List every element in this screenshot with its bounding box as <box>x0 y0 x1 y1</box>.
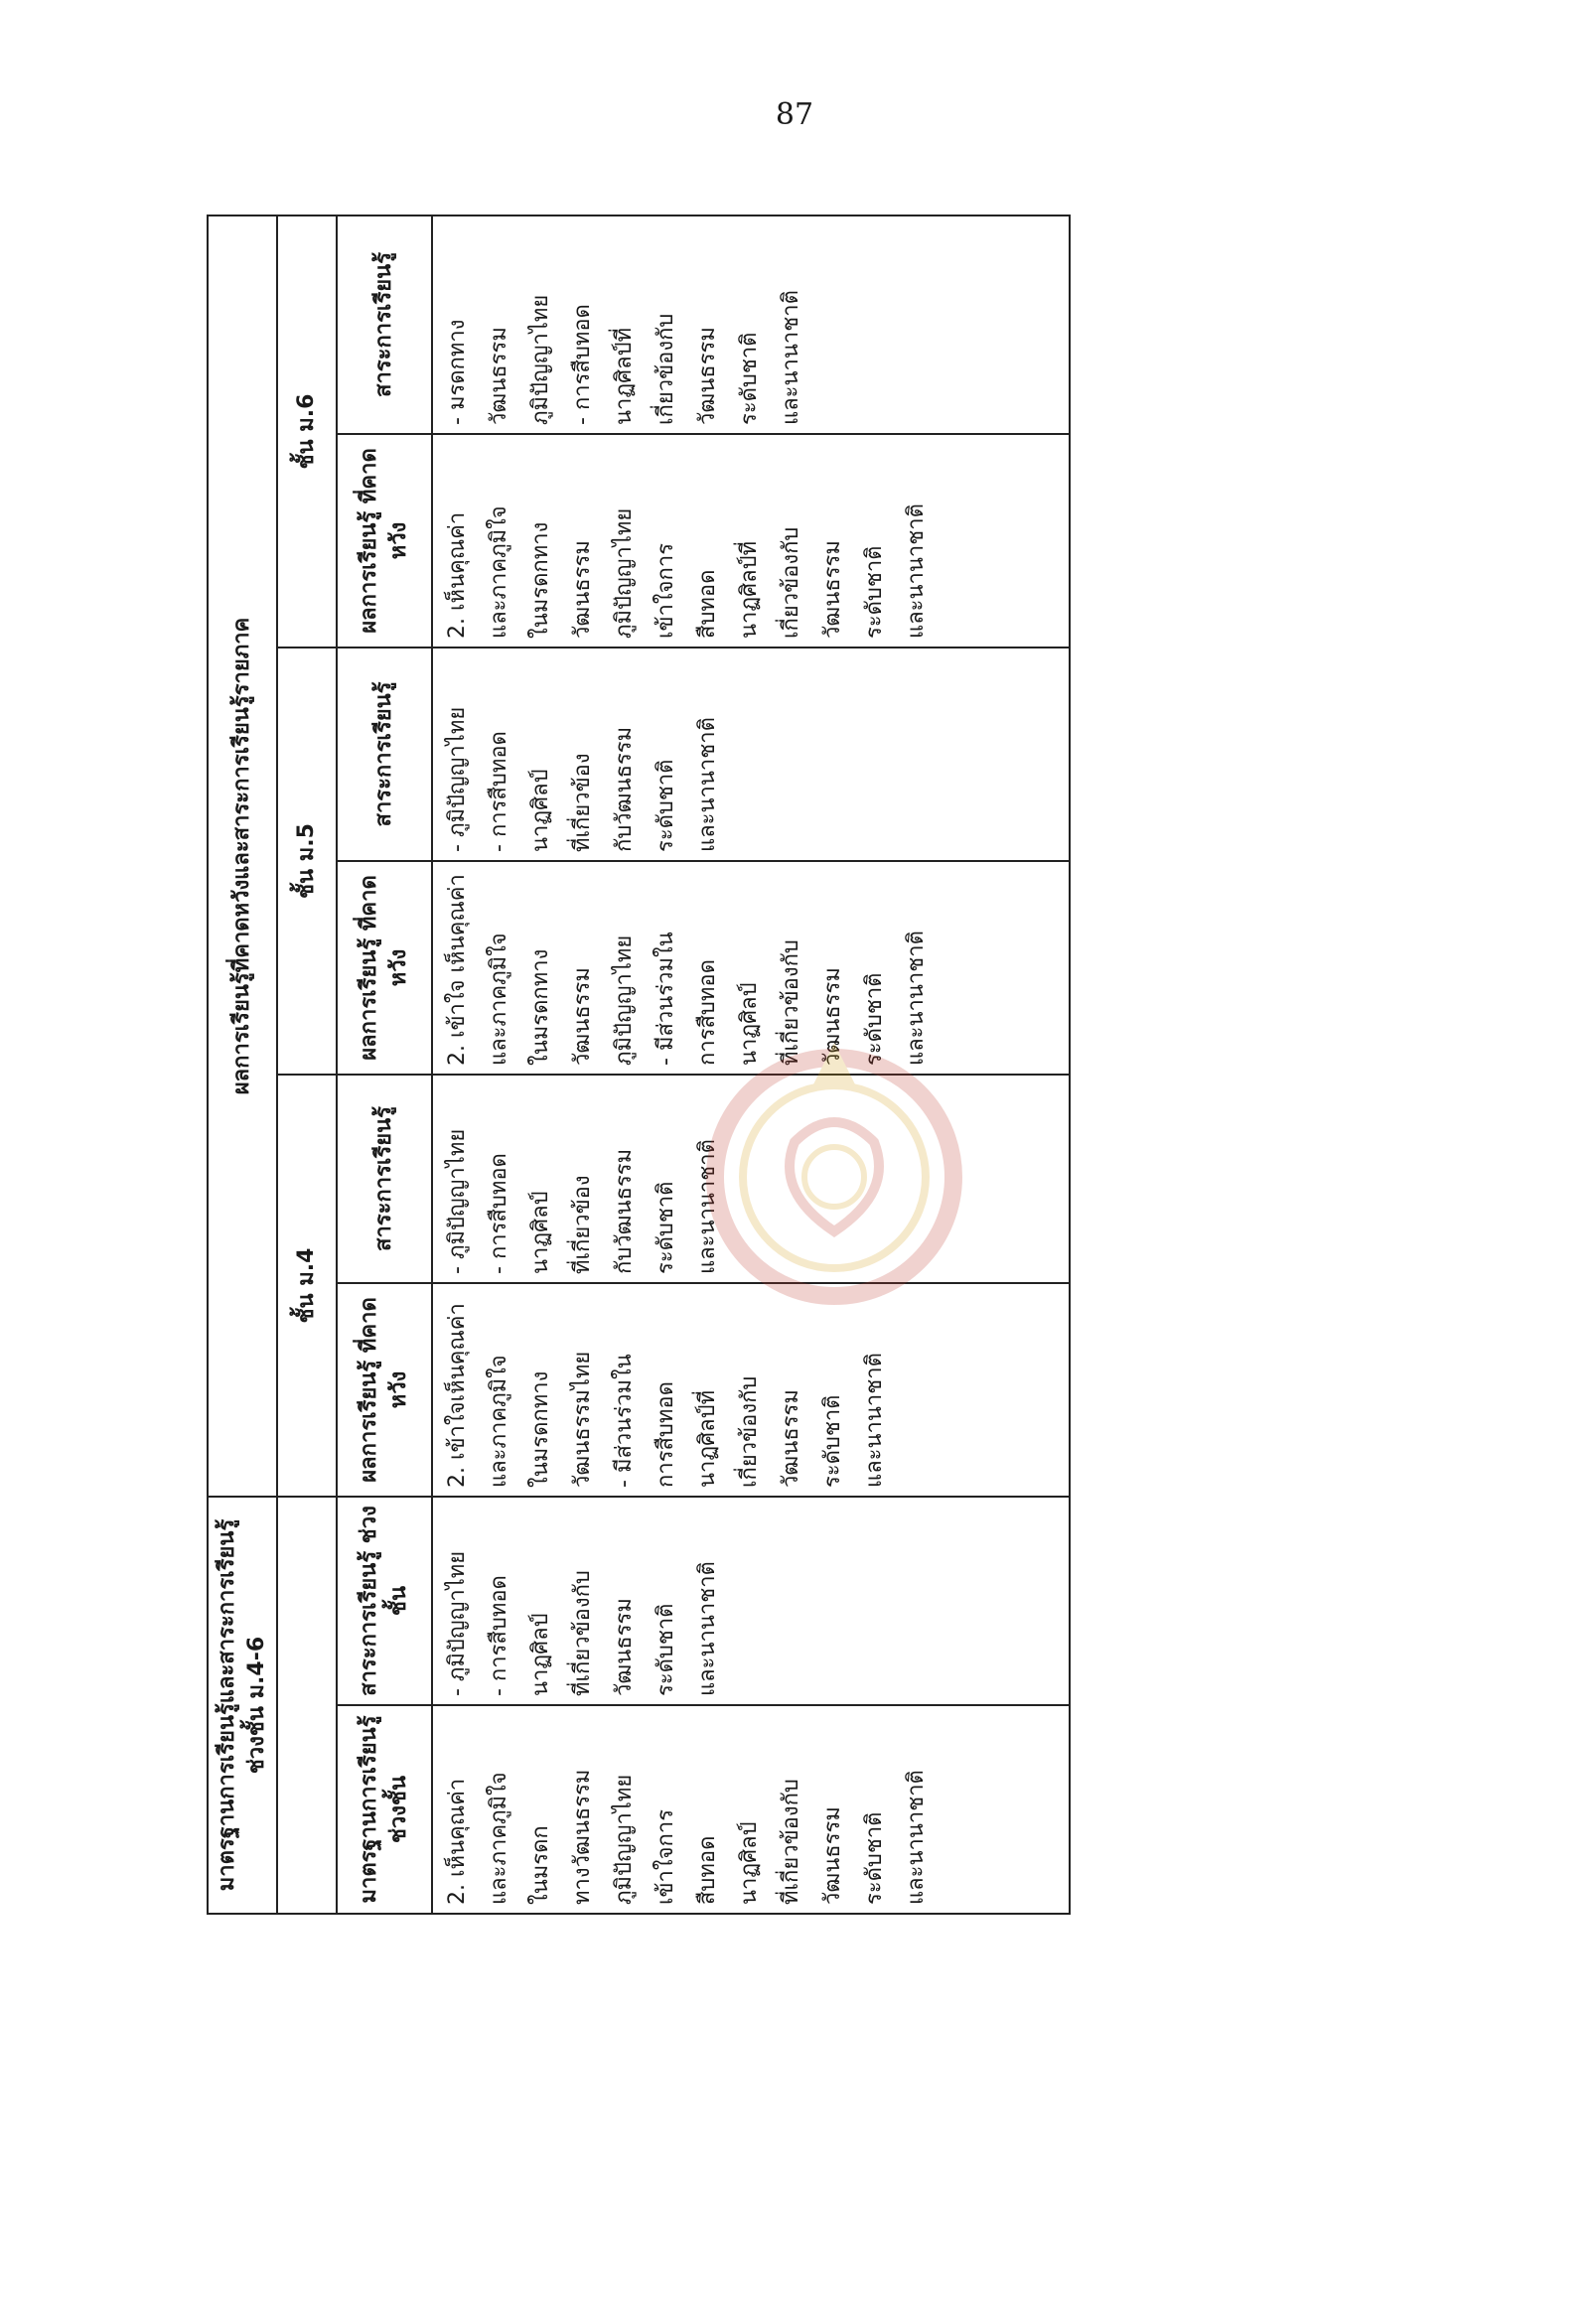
cell-line: - มีส่วนร่วมใน <box>612 1354 637 1488</box>
cell-line: และนานาชาติ <box>904 504 929 639</box>
cell-line: การสืบทอด <box>653 1381 678 1488</box>
grade-header-blank <box>277 1497 337 1914</box>
cell-line: ที่เกี่ยวข้องกับ <box>570 1570 595 1696</box>
cell-line: ในมรดกทาง <box>528 521 553 639</box>
content-cell-3 <box>432 1283 1070 1497</box>
cell-line: 2. เห็นคุณค่า <box>445 511 470 639</box>
cell-line: - การสืบทอด <box>487 1153 511 1274</box>
content-cell-2 <box>432 1497 1070 1705</box>
content-cell-7 <box>432 434 1070 648</box>
grade-header-m5: ชั้น ม.5 <box>277 648 337 1075</box>
cell-line: และนานาชาติ <box>695 1561 720 1696</box>
cell-line: ที่เกี่ยวข้องกับ <box>779 939 803 1066</box>
rotated-table-container <box>207 216 1071 1915</box>
cell-line: และภาคภูมิใจ <box>487 505 511 639</box>
cell-line: และนานาชาติ <box>862 1353 887 1488</box>
cell-line: ภูมิปัญญาไทย <box>528 294 553 425</box>
cell-line: และนานาชาติ <box>695 1139 720 1274</box>
group-header-right: ผลการเรียนรู้ที่คาดหวังและสาระการเรียนรู้รายภาค <box>208 216 277 1497</box>
cell-line: วัฒนธรรม <box>779 1389 803 1488</box>
cell-line: วัฒนธรรมไทย <box>570 1351 595 1488</box>
cell-line: - การสืบทอด <box>570 304 595 425</box>
cell-line: ระดับชาติ <box>737 332 762 425</box>
cell-line: นาฏศิลป์ <box>528 1613 553 1696</box>
cell-line: ที่เกี่ยวข้อง <box>570 1175 595 1274</box>
header-row-2 <box>277 216 337 1914</box>
cell-line: 2. เข้าใจ เห็นคุณค่า <box>445 874 470 1066</box>
page-number: 87 <box>775 97 814 132</box>
cell-line: วัฒนธรรม <box>570 540 595 639</box>
column-header-4: สาระการเรียนรู้ <box>337 1075 432 1283</box>
cell-line: - ภูมิปัญญาไทย <box>445 1128 470 1274</box>
cell-line: - ภูมิปัญญาไทย <box>445 706 470 852</box>
cell-line: เกี่ยวข้องกับ <box>653 313 678 425</box>
cell-line: และภาคภูมิใจ <box>487 1772 511 1905</box>
cell-line: ในมรดกทาง <box>528 1370 553 1488</box>
content-cell-6 <box>432 648 1070 861</box>
cell-line: นาฏศิลป์ <box>528 769 553 852</box>
cell-line: และนานาชาติ <box>779 290 803 425</box>
header-row-1 <box>208 216 277 1914</box>
cell-line: ภูมิปัญญาไทย <box>612 935 637 1066</box>
cell-line: และนานาชาติ <box>695 717 720 852</box>
cell-line: ในมรดก <box>528 1825 553 1905</box>
cell-line: และภาคภูมิใจ <box>487 933 511 1066</box>
cell-line: ระดับชาติ <box>653 1603 678 1696</box>
cell-line: เกี่ยวข้องกับ <box>737 1375 762 1488</box>
column-header-1: มาตรฐานการเรียนรู้ ช่วงชั้น <box>337 1705 432 1914</box>
cell-line: วัฒนธรรม <box>820 967 845 1066</box>
cell-line: ทางวัฒนธรรม <box>570 1769 595 1905</box>
cell-line: และนานาชาติ <box>904 1770 929 1905</box>
content-cell-5 <box>432 861 1070 1075</box>
cell-line: กับวัฒนธรรม <box>612 1148 637 1274</box>
cell-line: - ภูมิปัญญาไทย <box>445 1550 470 1696</box>
cell-line: - มรดกทาง <box>445 319 470 425</box>
content-cell-4 <box>432 1075 1070 1283</box>
cell-line: นาฏศิลป์ที่ <box>737 540 762 639</box>
cell-line: 2. เห็นคุณค่า <box>445 1778 470 1905</box>
cell-line: เกี่ยวข้องกับ <box>779 526 803 639</box>
cell-line: ระดับชาติ <box>653 1181 678 1274</box>
cell-line: ที่เกี่ยวข้อง <box>570 753 595 852</box>
cell-line: และภาคภูมิใจ <box>487 1355 511 1488</box>
cell-line: นาฏศิลป์ <box>528 1191 553 1274</box>
grade-header-m6: ชั้น ม.6 <box>277 216 337 648</box>
cell-line: วัฒนธรรม <box>820 1806 845 1905</box>
group-header-left: มาตรฐานการเรียนรู้และสาระการเรียนรู้ ช่วงชั้น ม.4-6 <box>208 1497 277 1914</box>
cell-line: ระดับชาติ <box>862 545 887 639</box>
header-row-3 <box>337 216 432 1914</box>
cell-line: ระดับชาติ <box>820 1394 845 1488</box>
cell-line: ภูมิปัญญาไทย <box>612 1774 637 1905</box>
cell-line: - มีส่วนร่วมใน <box>653 932 678 1066</box>
cell-line: นาฏศิลป์ที่ <box>612 327 637 425</box>
cell-line: เข้าใจการ <box>653 1808 678 1905</box>
cell-line: นาฏศิลป์ที่ <box>695 1389 720 1488</box>
cell-line: ที่เกี่ยวข้องกับ <box>779 1779 803 1905</box>
cell-line: ภูมิปัญญาไทย <box>612 507 637 639</box>
cell-line: สืบทอด <box>695 569 720 639</box>
cell-line: วัฒนธรรม <box>487 327 511 425</box>
column-header-7: ผลการเรียนรู้ ที่คาดหวัง <box>337 434 432 648</box>
cell-line: และนานาชาติ <box>904 931 929 1066</box>
grade-header-m4: ชั้น ม.4 <box>277 1075 337 1497</box>
cell-line: - การสืบทอด <box>487 1575 511 1696</box>
curriculum-table <box>207 215 1071 1915</box>
content-row <box>432 216 1070 1914</box>
cell-line: ระดับชาติ <box>653 759 678 852</box>
cell-line: วัฒนธรรม <box>695 327 720 425</box>
cell-line: เข้าใจการ <box>653 542 678 639</box>
cell-line: นาฏศิลป์ <box>737 982 762 1066</box>
column-header-2: สาระการเรียนรู้ ช่วงชั้น <box>337 1497 432 1705</box>
cell-line: ระดับชาติ <box>862 972 887 1066</box>
cell-line: - การสืบทอด <box>487 731 511 852</box>
cell-line: กับวัฒนธรรม <box>612 726 637 852</box>
column-header-8: สาระการเรียนรู้ <box>337 216 432 434</box>
column-header-6: สาระการเรียนรู้ <box>337 648 432 861</box>
cell-line: วัฒนธรรม <box>820 540 845 639</box>
cell-line: วัฒนธรรม <box>570 967 595 1066</box>
column-header-5: ผลการเรียนรู้ ที่คาดหวัง <box>337 861 432 1075</box>
content-cell-8 <box>432 216 1070 434</box>
cell-line: ในมรดกทาง <box>528 948 553 1066</box>
cell-line: การสืบทอด <box>695 959 720 1066</box>
cell-line: สืบทอด <box>695 1835 720 1905</box>
content-cell-1 <box>432 1705 1070 1914</box>
cell-line: 2. เข้าใจเห็นคุณค่า <box>445 1303 470 1488</box>
cell-line: นาฏศิลป์ <box>737 1821 762 1905</box>
cell-line: วัฒนธรรม <box>612 1598 637 1696</box>
column-header-3: ผลการเรียนรู้ ที่คาดหวัง <box>337 1283 432 1497</box>
cell-line: ระดับชาติ <box>862 1811 887 1905</box>
